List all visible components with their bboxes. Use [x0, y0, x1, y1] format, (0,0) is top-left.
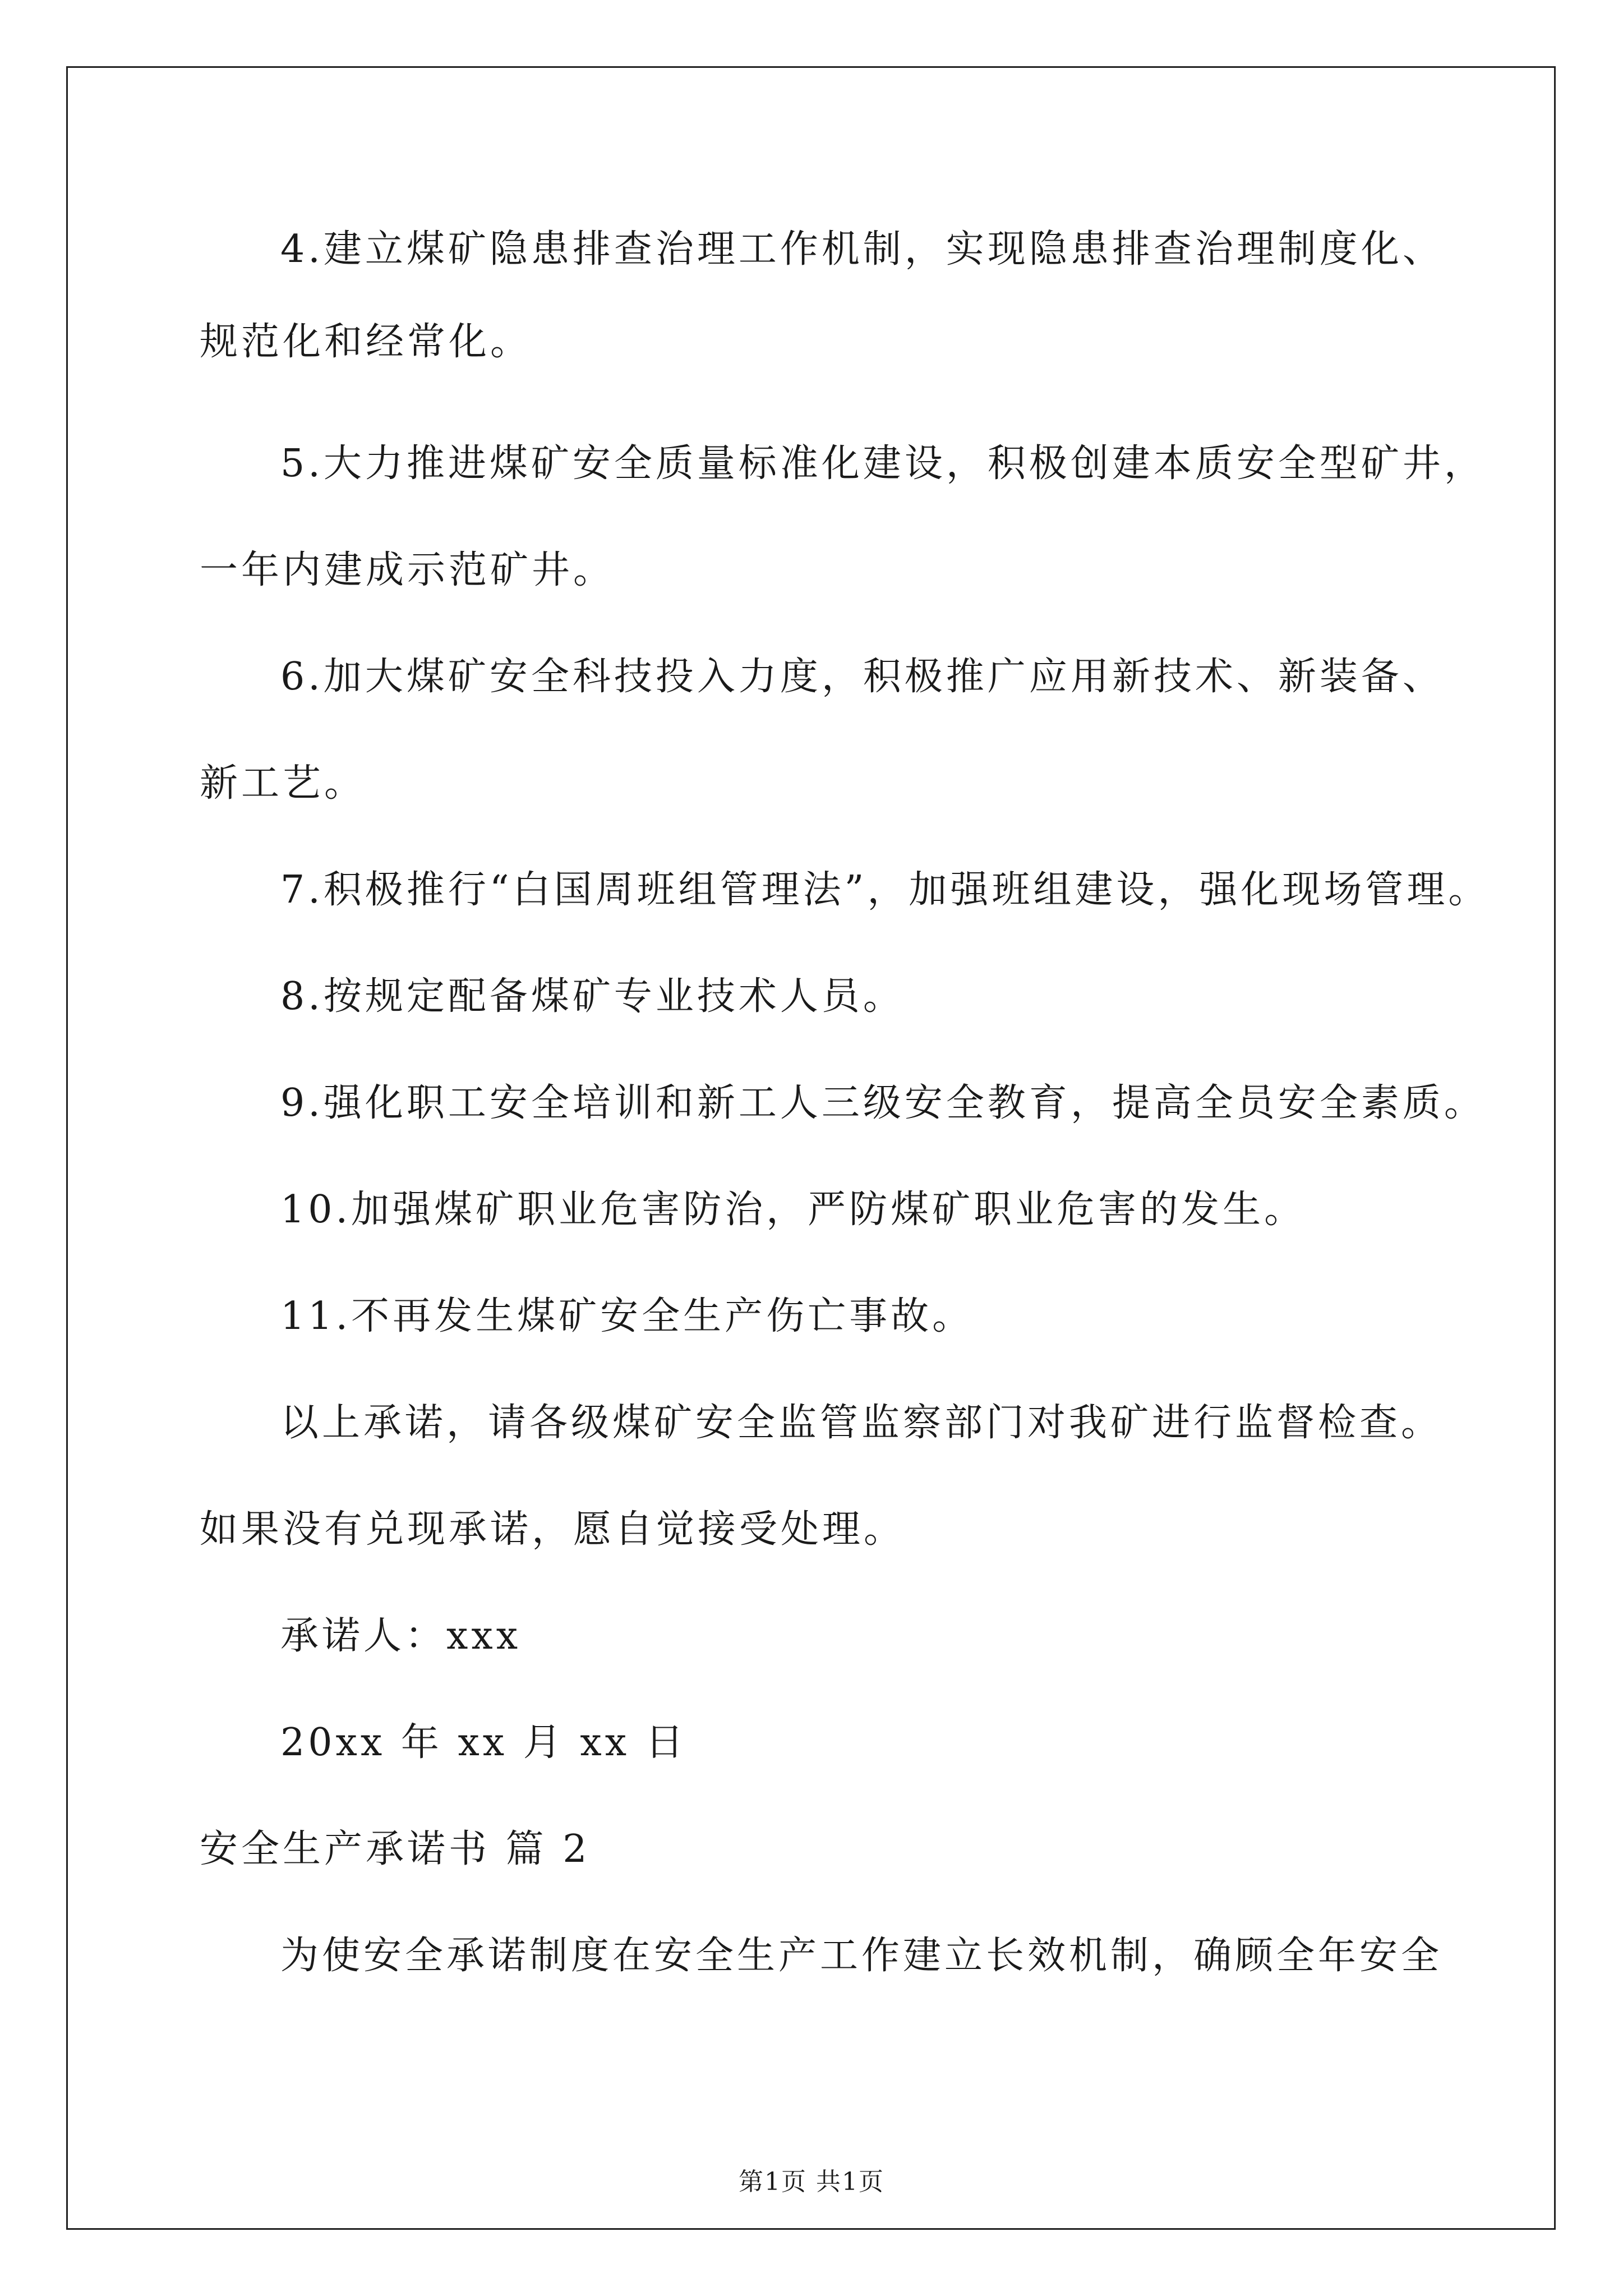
paragraph-item-6-line-2: 新工艺。 — [200, 761, 366, 806]
paragraph-item-4-line-1: 4.建立煤矿隐患排查治理工作机制，实现隐患排查治理制度化、 — [280, 227, 1444, 272]
date-line: 20xx 年 xx 月 xx 日 — [280, 1720, 687, 1765]
paragraph-item-7: 7.积极推行“白国周班组管理法”，加强班组建设，强化现场管理。 — [280, 868, 1490, 912]
paragraph-item-8: 8.按规定配备煤矿专业技术人员。 — [280, 974, 905, 1019]
paragraph-item-11: 11.不再发生煤矿安全生产伤亡事故。 — [280, 1294, 974, 1338]
paragraph-item-6-line-1: 6.加大煤矿安全科技投入力度，积极推广应用新技术、新装备、 — [280, 655, 1444, 699]
final-paragraph-line-1: 为使安全承诺制度在安全生产工作建立长效机制，确顾全年安全 — [280, 1934, 1443, 1978]
commitment-paragraph-line-2: 如果没有兑现承诺，愿自觉接受处理。 — [200, 1507, 906, 1552]
page-footer: 第1页 共1页 — [739, 2168, 884, 2196]
signatory-line: 承诺人：xxx — [280, 1614, 522, 1658]
paragraph-item-4-line-2: 规范化和经常化。 — [200, 320, 532, 364]
page-frame — [66, 66, 1556, 2230]
paragraph-item-9: 9.强化职工安全培训和新工人三级安全教育，提高全员安全素质。 — [280, 1081, 1486, 1125]
paragraph-item-5-line-2: 一年内建成示范矿井。 — [200, 548, 615, 592]
paragraph-item-5-line-1: 5.大力推进煤矿安全质量标准化建设，积极创建本质安全型矿井， — [280, 441, 1486, 486]
commitment-paragraph-line-1: 以上承诺，请各级煤矿安全监管监察部门对我矿进行监督检查。 — [280, 1401, 1443, 1445]
paragraph-item-10: 10.加强煤矿职业危害防治，严防煤矿职业危害的发生。 — [280, 1188, 1306, 1232]
section-heading: 安全生产承诺书 篇 2 — [200, 1827, 591, 1871]
